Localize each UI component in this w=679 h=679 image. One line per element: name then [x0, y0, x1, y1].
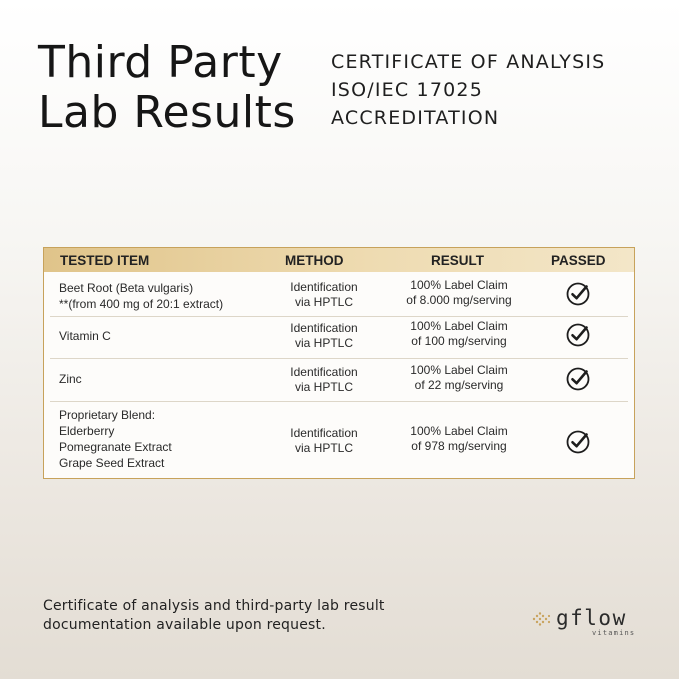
results-table: [43, 247, 635, 479]
result-line: of 978 mg/serving: [411, 439, 507, 453]
tested-item-cell: [59, 371, 82, 387]
table-row: [44, 318, 634, 360]
result-cell: [384, 363, 534, 393]
result-line: of 8.000 mg/serving: [406, 293, 512, 307]
footer-line-2: documentation available upon request.: [43, 617, 326, 633]
method-cell: [264, 426, 384, 456]
check-circle-icon: [566, 323, 590, 347]
method-line: Identification: [290, 426, 358, 440]
header-result: RESULT: [431, 253, 484, 268]
result-line: of 22 mg/serving: [414, 378, 504, 392]
table-row: [44, 278, 634, 316]
method-cell: [264, 280, 384, 310]
tested-item-line: Pomegranate Extract: [59, 440, 172, 454]
method-line: via HPTLC: [294, 336, 353, 350]
table-header: [44, 248, 634, 272]
brand-name: gflow: [556, 606, 627, 630]
gflow-mark-icon: [532, 612, 552, 626]
tested-item-line: Proprietary Blend:: [59, 408, 156, 422]
result-cell: [384, 319, 534, 349]
headline-line-1: Third Party: [38, 37, 283, 88]
result-cell: [384, 424, 534, 454]
table-row: [44, 403, 634, 475]
method-line: Identification: [290, 280, 358, 294]
tested-item-cell: [59, 328, 111, 344]
tested-item-cell: [59, 280, 223, 312]
result-line: of 100 mg/serving: [411, 334, 507, 348]
check-circle-icon: [566, 430, 590, 454]
result-line: 100% Label Claim: [410, 278, 508, 292]
method-line: Identification: [290, 365, 358, 379]
accreditation-line-2: ISO/IEC 17025: [331, 79, 483, 101]
tested-item-line: Zinc: [59, 372, 82, 386]
brand-tagline: vitamins: [592, 629, 636, 637]
method-line: via HPTLC: [294, 295, 353, 309]
table-row: [44, 360, 634, 402]
method-line: via HPTLC: [294, 380, 353, 394]
accreditation-text: [331, 48, 605, 132]
footer-note: [43, 597, 385, 635]
header-passed: PASSED: [551, 253, 606, 268]
header-tested-item: TESTED ITEM: [60, 253, 150, 268]
header-method: METHOD: [285, 253, 344, 268]
row-divider: [50, 316, 628, 317]
check-circle-icon: [566, 282, 590, 306]
result-line: 100% Label Claim: [410, 319, 508, 333]
accreditation-line-1: CERTIFICATE OF ANALYSIS: [331, 51, 606, 73]
result-cell: [384, 278, 534, 308]
result-line: 100% Label Claim: [410, 363, 508, 377]
brand-logo: [532, 606, 636, 636]
tested-item-line: Grape Seed Extract: [59, 456, 165, 470]
footer-line-1: Certificate of analysis and third-party lab result: [43, 598, 385, 614]
tested-item-line: Beet Root (Beta vulgaris): [59, 281, 194, 295]
headline: [38, 38, 296, 138]
accreditation-line-3: ACCREDITATION: [331, 107, 500, 129]
method-cell: [264, 321, 384, 351]
tested-item-line: Vitamin C: [59, 329, 111, 343]
headline-line-2: Lab Results: [38, 87, 296, 138]
tested-item-line: **(from 400 mg of 20:1 extract): [59, 297, 224, 311]
method-line: Identification: [290, 321, 358, 335]
method-cell: [264, 365, 384, 395]
row-divider: [50, 358, 628, 359]
tested-item-cell: [59, 407, 172, 471]
tested-item-line: Elderberry: [59, 424, 115, 438]
method-line: via HPTLC: [294, 441, 353, 455]
row-divider: [50, 401, 628, 402]
result-line: 100% Label Claim: [410, 424, 508, 438]
check-circle-icon: [566, 367, 590, 391]
